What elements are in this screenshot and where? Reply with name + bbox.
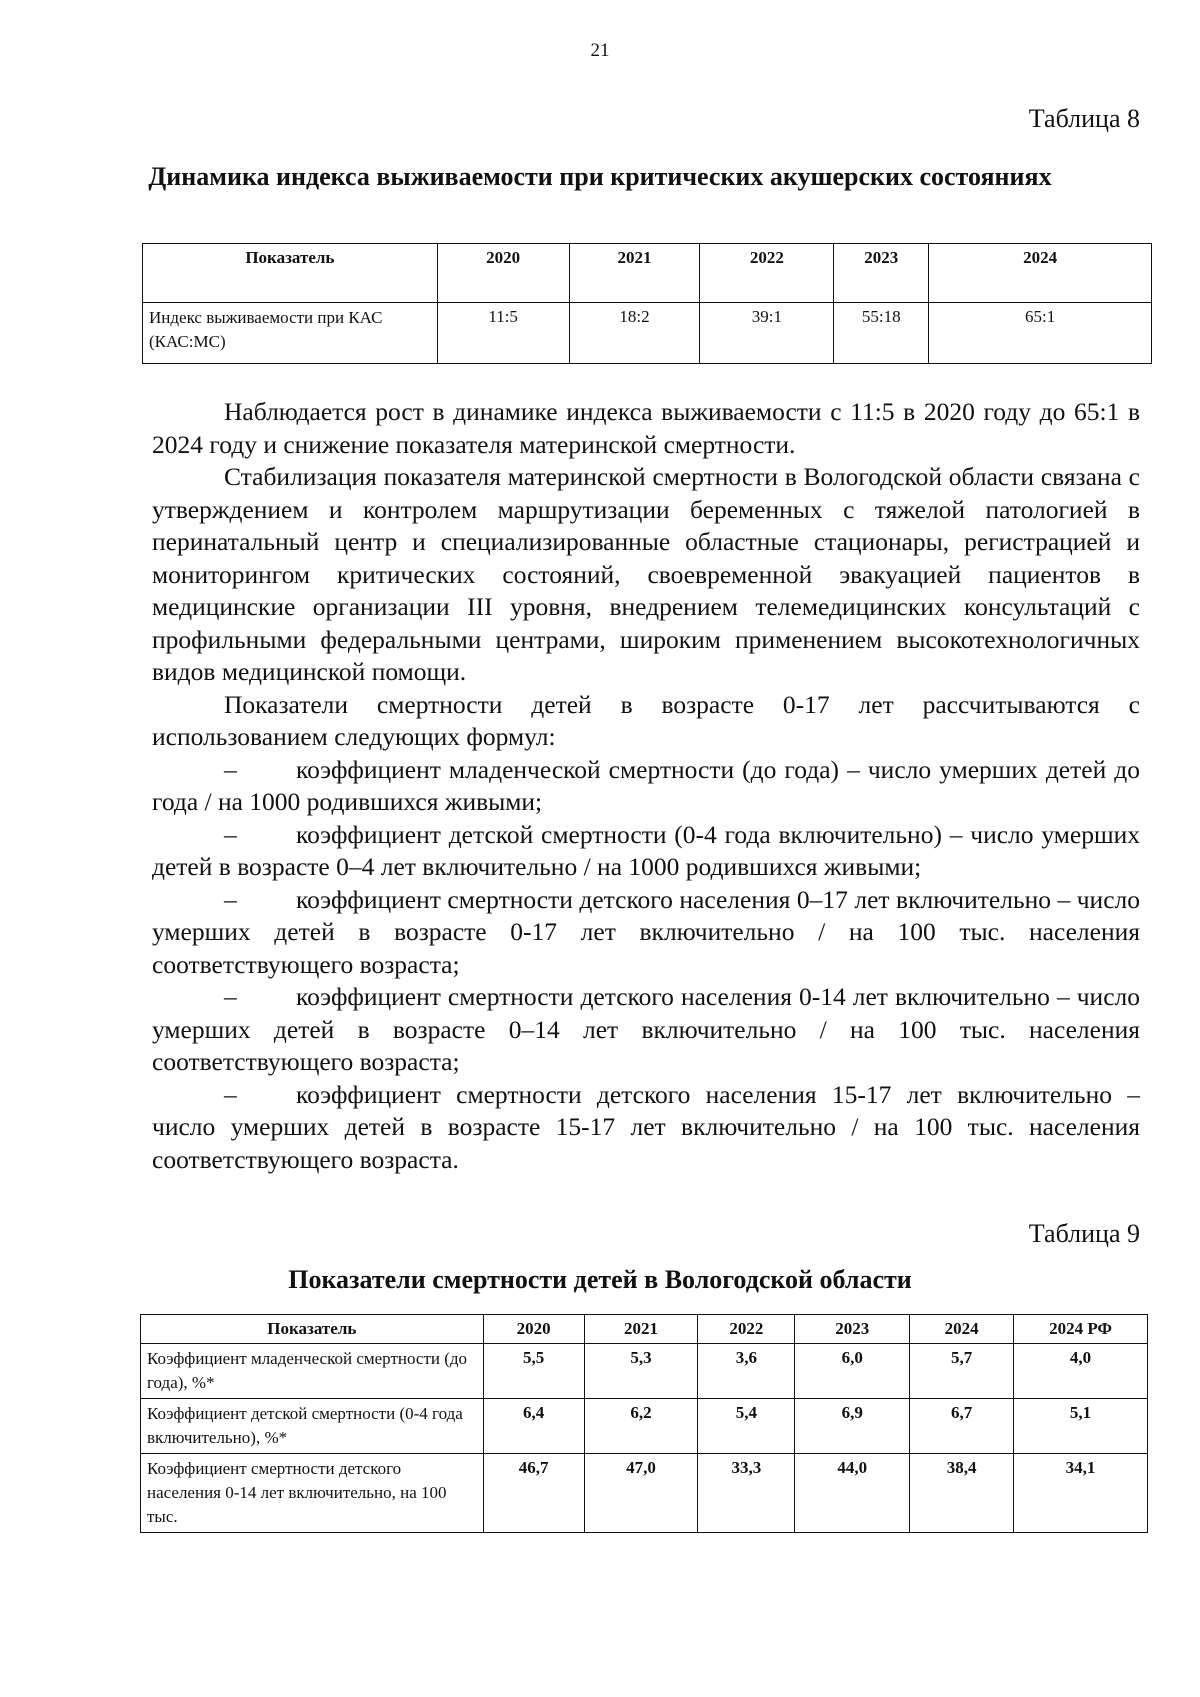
list-item-text: коэффициент младенческой смертности (до года) – число умерших детей до года / на 1000 родившихся живыми; <box>152 754 1140 816</box>
table-9-cell: 6,7 <box>910 1399 1014 1454</box>
table-row <box>141 1454 1148 1533</box>
table-8-cell: 18:2 <box>569 303 700 364</box>
table-8-header: 2021 <box>569 244 700 303</box>
table-9-cell: 4,0 <box>1014 1344 1148 1399</box>
list-dash: – <box>224 819 237 849</box>
table-9-cell: 5,3 <box>584 1344 698 1399</box>
table-9-caption: Таблица 9 <box>1028 1219 1140 1248</box>
paragraph: Наблюдается рост в динамике индекса выживаемости с 11:5 в 2020 году до 65:1 в 2024 году и снижение показателя материнской смертности. <box>152 397 1140 459</box>
table-9-cell: 6,2 <box>584 1399 698 1454</box>
table-9-cell: 5,4 <box>698 1399 795 1454</box>
table-9-header-row <box>141 1315 1148 1344</box>
table-9-header: 2022 <box>698 1315 795 1344</box>
table-9-header: 2020 <box>483 1315 584 1344</box>
table-9-cell: 44,0 <box>795 1454 910 1533</box>
paragraph: Показатели смертности детей в возрасте 0-17 лет рассчитываются с использованием следующих формул: <box>152 689 1140 751</box>
table-9-row-label: Коэффициент младенческой смертности (до года), %* <box>141 1344 484 1399</box>
table-8-cell: 65:1 <box>929 303 1152 364</box>
list-item-text: коэффициент смертности детского населения 15-17 лет включительно – число умерших детей в возрасте 15-17 лет включительно / на 100 тыс. населения соответствующего возраста. <box>152 1079 1140 1174</box>
page-number: 21 <box>590 40 610 61</box>
list-dash: – <box>224 754 237 784</box>
list-dash: – <box>224 884 237 914</box>
list-item <box>152 981 1140 1079</box>
table-9-cell: 34,1 <box>1014 1454 1148 1533</box>
table-9-header: 2024 РФ <box>1014 1315 1148 1344</box>
table-8-cell: 55:18 <box>834 303 929 364</box>
table-9-header: 2023 <box>795 1315 910 1344</box>
table-9-title: Показатели смертности детей в Вологодской области <box>288 1265 912 1294</box>
table-9-header: 2021 <box>584 1315 698 1344</box>
list-item-text: коэффициент смертности детского населения 0-14 лет включительно – число умерших детей в возрасте 0–14 лет включительно / на 100 тыс. населения соответствующего возраста; <box>152 982 1140 1076</box>
list-dash: – <box>224 982 237 1011</box>
table-8-header: 2020 <box>437 244 569 303</box>
table-8 <box>142 243 1152 364</box>
table-8-cell: 11:5 <box>437 303 569 364</box>
list-item-text: коэффициент смертности детского населения 0–17 лет включительно – число умерших детей в возрасте 0-17 лет включительно / на 100 тыс. населения соответствующего возраста; <box>152 884 1140 979</box>
table-9-cell: 6,9 <box>795 1399 910 1454</box>
table-9-cell: 5,7 <box>910 1344 1014 1399</box>
table-8-header-row <box>143 244 1152 303</box>
table-8-caption: Таблица 8 <box>1028 104 1140 133</box>
table-9-row-label: Коэффициент детской смертности (0-4 года включительно), %* <box>141 1399 484 1454</box>
list-item <box>152 819 1140 884</box>
table-9-cell: 6,4 <box>483 1399 584 1454</box>
table-8-header: 2024 <box>929 244 1152 303</box>
table-9-cell: 5,5 <box>483 1344 584 1399</box>
table-9-cell: 46,7 <box>483 1454 584 1533</box>
table-row <box>141 1344 1148 1399</box>
list-item-text: коэффициент детской смертности (0-4 года включительно) – число умерших детей в возрасте 0–4 лет включительно / на 1000 родившихся живыми; <box>152 819 1140 881</box>
list-item <box>152 884 1140 982</box>
table-8-header: Показатель <box>143 244 438 303</box>
table-9 <box>140 1314 1148 1533</box>
table-8-cell: 39:1 <box>700 303 834 364</box>
table-9-row-label: Коэффициент смертности детского населения 0-14 лет включительно, на 100 тыс. <box>141 1454 484 1533</box>
table-8-row-label: Индекс выживаемости при КАС (КАС:МС) <box>143 303 438 364</box>
list-item <box>152 754 1140 819</box>
table-8-title: Динамика индекса выживаемости при критических акушерских состояниях <box>148 162 1052 191</box>
table-9-cell: 6,0 <box>795 1344 910 1399</box>
table-row <box>141 1399 1148 1454</box>
table-9-cell: 5,1 <box>1014 1399 1148 1454</box>
table-row <box>143 303 1152 364</box>
list-dash: – <box>224 1079 237 1109</box>
table-9-cell: 3,6 <box>698 1344 795 1399</box>
table-9-cell: 38,4 <box>910 1454 1014 1533</box>
table-9-header: Показатель <box>141 1315 484 1344</box>
table-9-cell: 33,3 <box>698 1454 795 1533</box>
paragraph: Стабилизация показателя материнской смертности в Вологодской области связана с утверждением и контролем маршрутизации беременных с тяжелой патологией в перинатальный центр и специализированные областные стационары, регистрацией и мониторингом критических состояний, своевременной эвакуацией пациентов в медицинские организации III уровня, внедрением телемедицинских консультаций с профильными федеральными центрами, широким применением высокотехнологичных видов медицинской помощи. <box>152 462 1140 686</box>
table-9-cell: 47,0 <box>584 1454 698 1533</box>
table-8-header: 2022 <box>700 244 834 303</box>
table-9-header: 2024 <box>910 1315 1014 1344</box>
body-text <box>152 396 1140 1176</box>
table-8-header: 2023 <box>834 244 929 303</box>
list-item <box>152 1079 1140 1177</box>
